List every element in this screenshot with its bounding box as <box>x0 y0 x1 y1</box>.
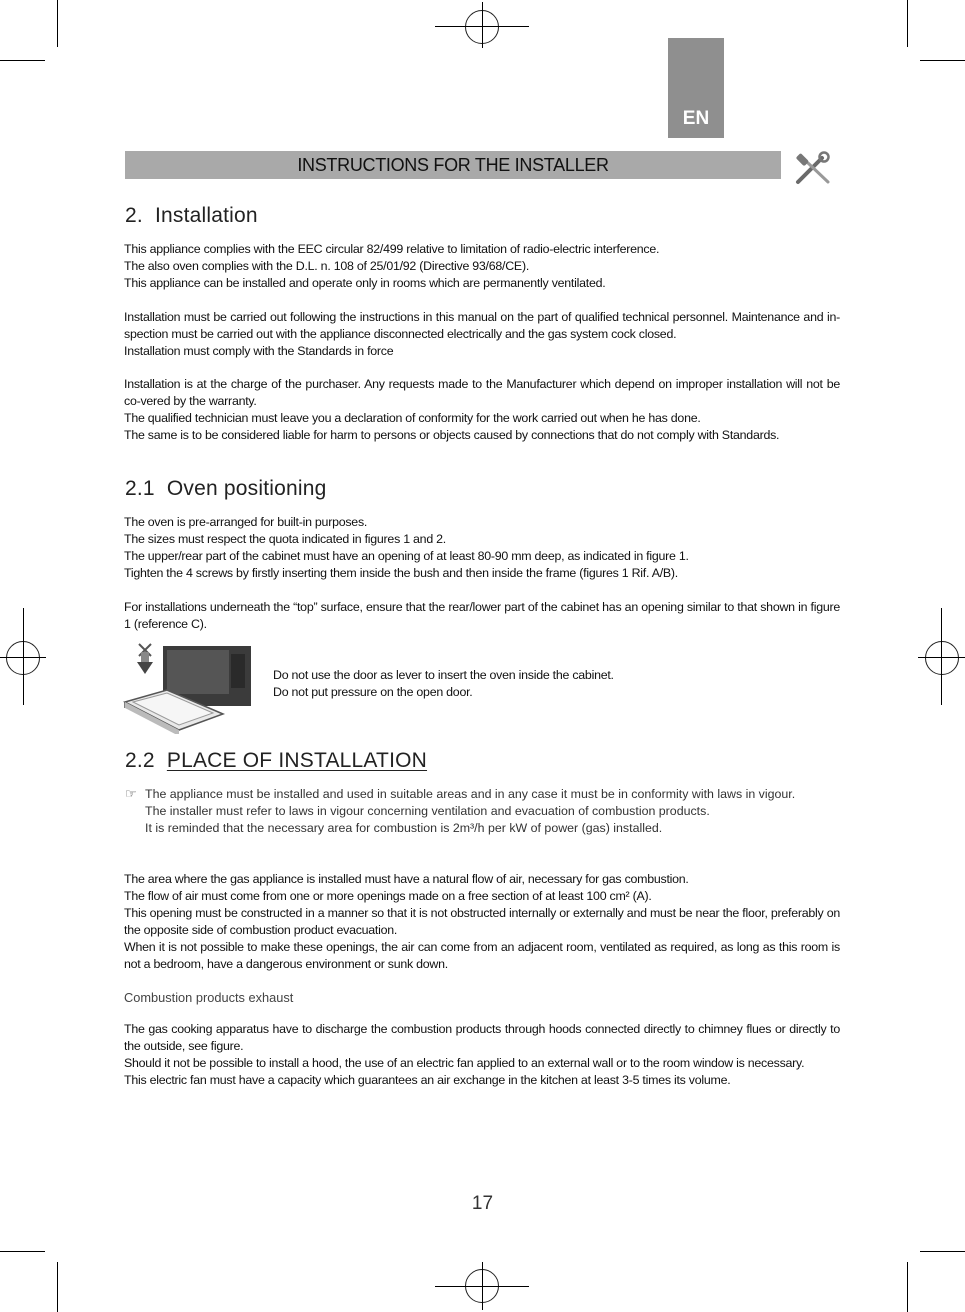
paragraph: Installation is at the charge of the purchaser. Any requests made to the Manufacturer which depend on improper installation will not be co-vered by the warranty. <box>124 377 840 409</box>
oven-door-illustration <box>123 640 255 734</box>
paragraph: Installation must comply with the Standards in force <box>124 343 394 358</box>
section-heading-oven-positioning: 2.1 Oven positioning <box>125 477 327 500</box>
combustion-subheading: Combustion products exhaust <box>124 990 294 1005</box>
pointing-hand-icon: ☞ <box>125 786 137 801</box>
door-warning <box>273 667 773 701</box>
banner-title: INSTRUCTIONS FOR THE INSTALLER <box>297 154 609 175</box>
section-heading-place-of-installation: 2.2 PLACE OF INSTALLATION <box>125 749 428 772</box>
paragraph: The flow of air must come from one or more openings made on a free section of at least 100 cm² (A). <box>124 888 652 903</box>
section-heading-installation: 2. Installation <box>125 204 258 227</box>
warning-hand-icon <box>133 642 157 683</box>
paragraph: The area where the gas appliance is installed must have a natural flow of air, necessary for gas combustion. <box>124 872 689 886</box>
installation-text <box>124 241 840 444</box>
paragraph: This appliance can be installed and operate only in rooms which are permanently ventilated. <box>124 275 606 290</box>
warning-line: Do not use the door as lever to insert the oven inside the cabinet. <box>273 668 614 682</box>
paragraph: The qualified technician must leave you a declaration of conformity for the work carried out when he has done. <box>124 411 701 426</box>
paragraph: For installations underneath the “top” surface, ensure that the rear/lower part of the cabinet has an opening similar to that shown in figure 1 (reference C). <box>124 599 840 631</box>
note-line: The appliance must be installed and used in suitable areas and in any case it must be in conformity with laws in vigour. <box>145 787 796 801</box>
section-banner <box>125 151 781 179</box>
paragraph: Tighten the 4 screws by firstly inserting them inside the bush and then inside the frame (figures 1 Rif. A/B). <box>124 565 678 580</box>
paragraph: Should it not be possible to install a hood, the use of an electric fan applied to an external wall or to the room window is necessary. <box>124 1055 805 1070</box>
paragraph: The oven is pre-arranged for built-in purposes. <box>124 515 368 529</box>
note-line: It is reminded that the necessary area for combustion is 2m³/h per kW of power (gas) installed. <box>145 820 663 835</box>
air-flow-text <box>124 871 840 972</box>
paragraph: Installation must be carried out following the instructions in this manual on the part of qualified technical personnel. Maintenance and in-spection must be carried out with the appliance disconnected electrically and the gas system cock closed. <box>124 309 840 341</box>
paragraph: The same is to be considered liable for harm to persons or objects caused by connections that do not comply with Standards. <box>124 428 780 443</box>
note-line: The installer must refer to laws in vigour concerning ventilation and evacuation of combustion products. <box>145 803 710 818</box>
paragraph: This electric fan must have a capacity which guarantees an air exchange in the kitchen at least 3-5 times its volume. <box>124 1072 731 1087</box>
installation-note <box>145 786 845 837</box>
exhaust-text <box>124 1021 840 1089</box>
paragraph: The upper/rear part of the cabinet must have an opening of at least 80-90 mm deep, as indicated in figure 1. <box>124 548 689 563</box>
paragraph: The gas cooking apparatus have to discharge the combustion products through hoods connected directly to chimney flues or directly to the outside, see figure. <box>124 1022 840 1053</box>
wrench-screwdriver-icon <box>792 151 834 187</box>
language-tab: EN <box>668 38 724 138</box>
paragraph: The also oven complies with the D.L. n. 108 of 25/01/92 (Directive 93/68/CE). <box>124 258 530 273</box>
warning-line: Do not put pressure on the open door. <box>273 684 473 699</box>
oven-positioning-text <box>124 514 840 632</box>
paragraph: The sizes must respect the quota indicated in figures 1 and 2. <box>124 531 446 546</box>
paragraph: This appliance complies with the EEC circular 82/499 relative to limitation of radio-electric interference. <box>124 242 660 256</box>
paragraph: This opening must be constructed in a manner so that it is not obstructed internally or externally and must be near the floor, preferably on the opposite side of combustion product evacuation. <box>124 905 840 937</box>
page-number: 17 <box>471 1193 494 1214</box>
paragraph: When it is not possible to make these openings, the air can come from an adjacent room, ventilated as required, as long as this room is not a bedroom, have a dangerous environment or sunk down. <box>124 939 840 971</box>
